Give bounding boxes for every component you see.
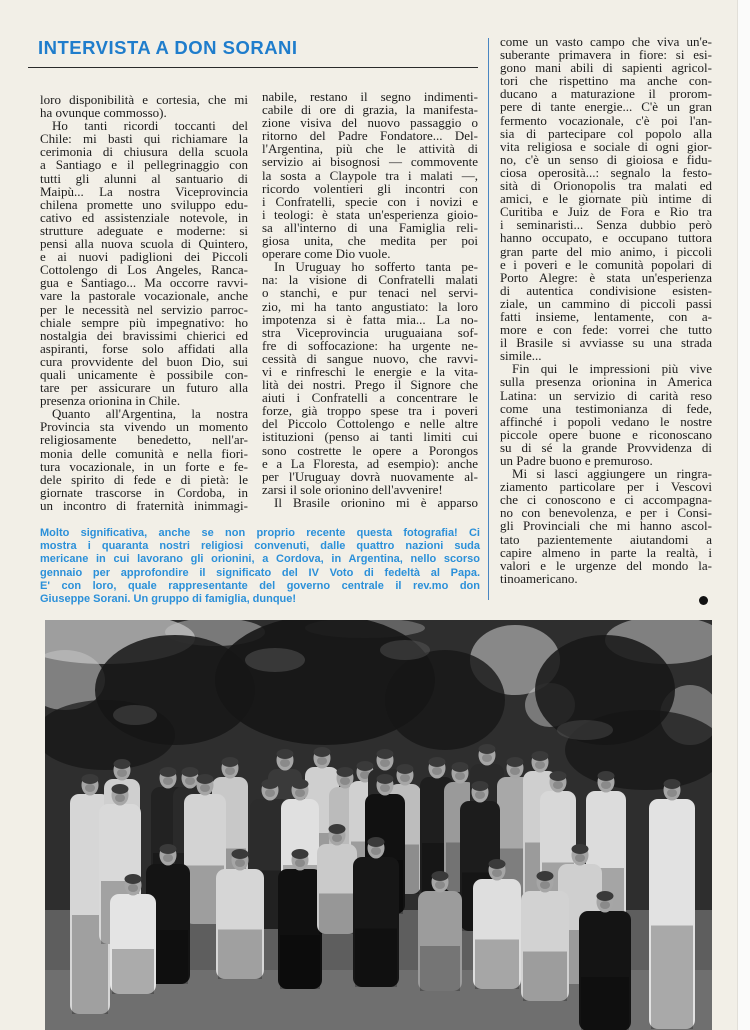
text-line: giornate trascorse in Cordoba, in — [40, 484, 248, 500]
paragraph — [40, 119, 248, 407]
text-line: no, c'è un senso di gioiosa e fidu- — [500, 151, 712, 167]
text-line: ricordo volentieri gli incontri con — [262, 180, 478, 196]
article-column-2 — [262, 90, 478, 509]
text-line: nostalgia dei bravissimi chierici ed — [40, 327, 248, 343]
text-line: per le necessità nel servizio parroc- — [40, 301, 248, 317]
text-line: gran parte del mio animo, i piccoli — [500, 243, 712, 259]
caption-line: Giuseppe Sorani. Un gruppo di famiglia, dunque! — [40, 593, 297, 606]
text-line: su di sé la grande Provvidenza di — [500, 439, 712, 455]
text-line: cativo ed assistenziale notevole, in — [40, 209, 248, 225]
text-line: monia delle comunità e nella fiori- — [40, 445, 248, 461]
text-line: no con benevolenza, e per i Consi- — [500, 505, 712, 521]
text-line: Il Brasile orionino mi è apparso — [274, 494, 478, 510]
text-line: cessità di sangue nuovo, che ravvi- — [262, 350, 478, 366]
text-line: Quanto all'Argentina, la nostra — [52, 406, 248, 422]
text-line: i seminaristi... Senza dubbio però — [500, 217, 712, 233]
text-line: aspiranti, forse solo affidati alla — [40, 340, 248, 356]
text-line: tinoamericano. — [500, 570, 578, 586]
caption-line: Molto significativa, anche se non proprio recente questa fotografia! Ci — [40, 527, 480, 539]
text-line: un incontro di fraternità inimmagi- — [40, 497, 248, 513]
text-line: la sosta a Claypole tra i malati —, — [262, 167, 478, 183]
article-header-title: INTERVISTA A DON SORANI — [38, 37, 298, 58]
text-line: cabile di ore di grazia, la manifesta- — [262, 102, 478, 118]
text-line: tato pazientemente aiutandomi a — [500, 531, 712, 547]
paragraph — [262, 496, 478, 509]
text-line: vare la pastorale vocazionale, anche — [40, 288, 248, 304]
text-line: Curitiba e Juiz de Fora e Rio tra — [500, 204, 712, 220]
caption-line: mericane in cui lavorano gli orionini, a Cordova, in Argentina, nello scorso — [40, 553, 480, 566]
text-line: Maipù... La nostra Viceprovincia — [40, 183, 248, 199]
paragraph — [40, 407, 248, 512]
text-line: loro disponibilità e cortesia, che mi — [40, 92, 248, 107]
text-line: Mi si lasci aggiungere un ringra- — [512, 466, 712, 482]
person-figure — [649, 779, 695, 1029]
person-figure — [278, 849, 322, 989]
text-line: come una testimonianza di fede, — [500, 400, 712, 416]
paragraph — [262, 260, 478, 496]
caption-line: E' con loro, quale rappresentante del governo centrale il rev.mo don — [40, 579, 480, 592]
text-line: religiosamente benedetto, nell'ar- — [40, 432, 248, 448]
paragraph — [40, 93, 248, 119]
text-line: zarsi il sole orionino dell'avvenire! — [262, 481, 443, 497]
text-line: vita religiosa e sociale di ogni gior- — [500, 138, 712, 154]
text-line: come un vasto campo che viva un'e- — [500, 34, 712, 49]
text-line: operare come Dio vuole. — [262, 246, 391, 262]
text-line: nabile, restano il segno indimenti- — [262, 89, 478, 104]
text-line: aiuti i Confratelli a concentrare le — [262, 390, 478, 406]
text-line: amici, e le giornate più intime di — [500, 191, 712, 207]
text-line: che ci conoscono e ci accompagna- — [500, 492, 712, 508]
article-column-1 — [40, 93, 248, 512]
text-line: a Santiago e il pellegrinaggio con — [40, 157, 248, 173]
text-line: per l'Uruguay dovrà nuovamente al- — [262, 468, 478, 484]
text-line: ritorno del Padre Fondatore... Del- — [262, 128, 478, 144]
text-line: In Uruguay ho sofferto tanta pe- — [274, 259, 478, 275]
text-line: Cottolengo di Los Angeles, Ranca- — [40, 262, 248, 278]
text-line: ha ovunque commosso). — [40, 105, 167, 121]
text-line: zio, mi ha tanto angustiato: la loro — [262, 298, 478, 314]
group-photo-image — [45, 620, 712, 1030]
text-line: simile... — [500, 348, 542, 364]
paragraph — [500, 362, 712, 467]
page-edge — [737, 0, 750, 1030]
text-line: gli Provinciali che mi hanno ascol- — [500, 518, 712, 534]
text-line: sulla presenza orionina in America — [500, 374, 712, 390]
text-line: more e con fede: vorrei che tutto — [500, 322, 712, 338]
text-line: tare per assicurare un futuro alla — [40, 380, 248, 396]
end-of-article-bullet — [699, 596, 708, 605]
text-line: istituzioni (penso ai tanti limiti cui — [262, 429, 478, 445]
text-line: chilena promette uno sviluppo edu- — [40, 196, 248, 212]
paragraph — [262, 90, 478, 260]
text-line: hanno occupato, e occupano tuttora — [500, 230, 712, 246]
text-line: capire almeno in parte la realtà, i — [500, 544, 712, 560]
caption-line: gennaio per approfondire il significato del IV Voto di fedeltà al Papa. — [40, 566, 480, 579]
text-line: zione visiva del nuovo passaggio o — [262, 115, 478, 131]
text-line: Provincia sta vivendo un momento — [40, 419, 248, 435]
text-line: gono mani abili di sapienti agricol- — [500, 60, 712, 76]
text-line: Latina: un servizio di carità reso — [500, 387, 712, 403]
text-line: forze, già troppo spese tra i poveri — [262, 403, 478, 419]
text-line: Chile: mi basti qui richiamare la — [40, 131, 248, 147]
text-line: o stanchi, e pur tenaci nel servi- — [262, 285, 478, 301]
paragraph — [500, 467, 712, 585]
text-line: Fin qui le impressioni più vive — [512, 361, 712, 377]
text-line: cerimonia di chiusura della scuola — [40, 144, 248, 160]
text-line: e ai nuovi padiglioni dei Piccoli — [40, 249, 248, 265]
text-line: quali unicamente è possibile con- — [40, 366, 248, 382]
text-line: tutti gli alunni al santuario di — [40, 170, 248, 186]
text-line: di autentica condivisione esisten- — [500, 282, 712, 298]
text-line: pensi alla nuova scuola di Quintero, — [40, 236, 248, 252]
text-line: ziale, un cammino di piccoli passi — [500, 295, 712, 311]
text-line: sa all'interno di una Famiglia reli- — [262, 219, 478, 235]
photo-caption — [40, 527, 480, 606]
text-line: sono costrette le opere a Porongos — [262, 442, 478, 458]
text-line: sità di Orionopolis tra malati ed — [500, 178, 712, 194]
text-line: na: la visione di Confratelli malati — [262, 272, 478, 288]
person-figure — [579, 891, 631, 1030]
paragraph — [500, 35, 712, 362]
text-line: strutture adeguate e moderne: si — [40, 222, 248, 238]
text-line: i Confratelli, specie con i novizi e — [262, 193, 478, 209]
text-line: giosa unita, che medita per poi — [262, 233, 478, 249]
text-line: chiale sempre più impegnativo: ho — [40, 314, 248, 330]
group-photo — [45, 620, 712, 1030]
text-line: affinché i popoli vedano le nostre — [500, 413, 712, 429]
text-line: fatti insieme, lentamente, con a- — [500, 308, 712, 324]
text-line: i teologi: è stata un'esperienza gioio- — [262, 206, 478, 222]
text-line: suberante primavera in fiore: si esi- — [500, 47, 712, 63]
text-line: ziamento particolare per i Vescovi — [500, 479, 712, 495]
text-line: vi e rinfreschi le energie e la vita- — [262, 363, 478, 379]
column-divider — [488, 38, 489, 600]
text-line: lità dei nostri. Prego il Signore che — [262, 377, 478, 393]
header-rule — [28, 67, 478, 68]
article-column-3 — [500, 35, 712, 585]
text-line: servizio ai bisognosi — commovente — [262, 154, 478, 170]
caption-line: mostra i quaranta nostri religiosi convenuti, dalle quattro nazioni suda — [40, 540, 480, 553]
text-line: un Padre buono e premuroso. — [500, 453, 653, 468]
text-line: gua e Santiago... Ma occorre ravvi- — [40, 275, 248, 291]
text-line: impotenza si è fatta mia... La no- — [262, 311, 478, 327]
person-figure — [353, 837, 399, 987]
text-line: dele spirito di fede e di pietà: le — [40, 471, 248, 487]
text-line: Ho tanti ricordi toccanti del — [52, 118, 248, 134]
text-line: presenza orionina in Chile. — [40, 393, 181, 409]
text-line: tura vocazionale, in un forte e fe- — [40, 458, 248, 474]
text-line: piccole opere buone e riconoscano — [500, 426, 712, 442]
text-line: ciosa operosità...: segnalo la festo- — [500, 164, 712, 180]
text-line: stra Viceprovincia uruguaiana sof- — [262, 324, 478, 340]
text-line: Porto Alegre: è stata un'esperienza — [500, 269, 712, 285]
text-line: del Piccolo Cottolengo e nelle altre — [262, 416, 478, 432]
text-line: fre di soffocazione: ha urgente ne- — [262, 337, 478, 353]
text-line: pere di tante energie... C'è un gran — [500, 99, 712, 115]
text-line: tori che rispettino ma anche con- — [500, 73, 712, 89]
text-line: fermento vocazionale, c'è poi l'an- — [500, 112, 712, 128]
text-line: valori e le urgenze del mondo la- — [500, 557, 712, 573]
text-line: il Brasile si avviasse su una strada — [500, 335, 712, 351]
text-line: l'Argentina, più che le attività di — [262, 141, 478, 157]
text-line: e i poveri e le comunità popolari di — [500, 256, 712, 272]
text-line: ducano a maturazione il prorom- — [500, 86, 712, 102]
text-line: sia di partecipare col popolo alla — [500, 125, 712, 141]
text-line: cura provvidente del buon Dio, sui — [40, 353, 248, 369]
text-line: e a La Floresta, ad esempio): anche — [262, 455, 478, 471]
